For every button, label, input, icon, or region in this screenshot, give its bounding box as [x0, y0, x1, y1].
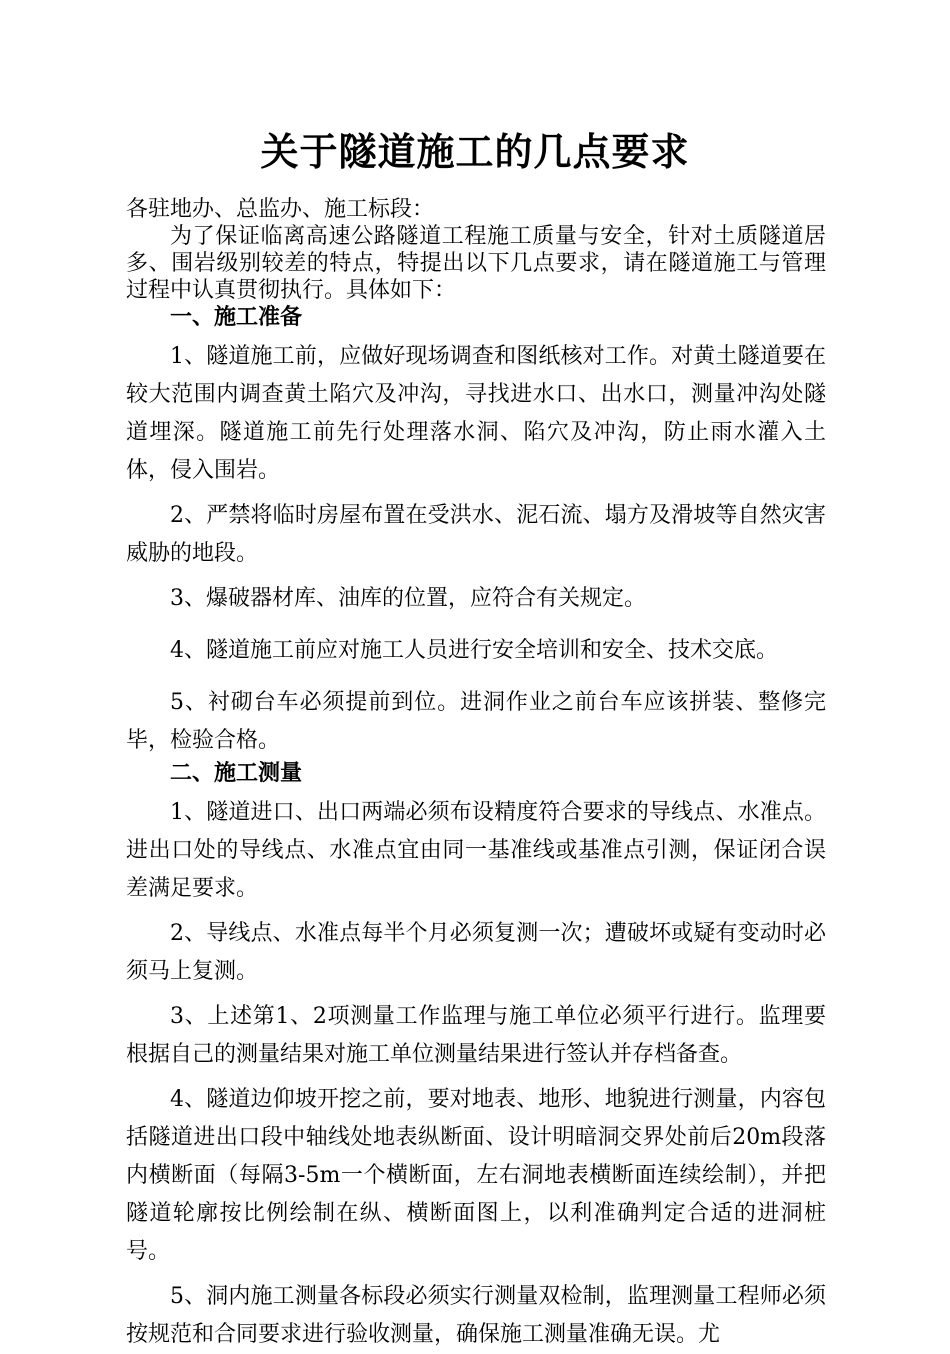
list-item: 2、严禁将临时房屋布置在受洪水、泥石流、塌方及滑坡等自然灾害威胁的地段。 [126, 503, 826, 566]
document-body [126, 196, 826, 1354]
list-item: 5、衬砌台车必须提前到位。进洞作业之前台车应该拼装、整修完毕，检验合格。 [126, 690, 826, 753]
list-item: 4、隧道边仰坡开挖之前，要对地表、地形、地貌进行测量，内容包括隧道进出口段中轴线处地表纵断面、设计明暗洞交界处前后20m段落内横断面（每隔3-5m一个横断面，左右洞地表横断面连续绘制），并把隧道轮廓按比例绘制在纵、横断面图上，以利准确判定合适的进洞桩号。 [126, 1087, 826, 1264]
list-item: 1、隧道施工前，应做好现场调查和图纸核对工作。对黄土隧道要在较大范围内调查黄土陷穴及冲沟，寻找进水口、出水口，测量冲沟处隧道埋深。隧道施工前先行处理落水洞、陷穴及冲沟，防止雨水灌入土体，侵入围岩。 [126, 344, 826, 483]
section-heading-surveying: 二、施工测量 [170, 760, 303, 786]
salutation: 各驻地办、总监办、施工标段： [126, 197, 435, 222]
list-item: 3、爆破器材库、油库的位置，应符合有关规定。 [170, 586, 646, 611]
section-heading-preparation: 一、施工准备 [170, 304, 303, 330]
list-item: 2、导线点、水准点每半个月必须复测一次；遭破坏或疑有变动时必须马上复测。 [126, 921, 826, 984]
list-item: 3、上述第1、2项测量工作监理与施工单位必须平行进行。监理要根据自己的测量结果对施工单位测量结果进行签认并存档备查。 [126, 1004, 826, 1067]
document-title: 关于隧道施工的几点要求 [260, 129, 690, 174]
list-item: 4、隧道施工前应对施工人员进行安全培训和安全、技术交底。 [170, 638, 778, 663]
intro-paragraph: 为了保证临离高速公路隧道工程施工质量与安全，针对土质隧道居多、围岩级别较差的特点，特提出以下几点要求，请在隧道施工与管理过程中认真贯彻执行。具体如下： [126, 224, 826, 303]
list-item: 5、洞内施工测量各标段必须实行测量双检制，监理测量工程师必须按规范和合同要求进行验收测量，确保施工测量准确无误。尤 [126, 1284, 826, 1347]
list-item: 1、隧道进口、出口两端必须布设精度符合要求的导线点、水准点。进出口处的导线点、水准点宜由同一基准线或基准点引测，保证闭合误差满足要求。 [126, 800, 826, 901]
